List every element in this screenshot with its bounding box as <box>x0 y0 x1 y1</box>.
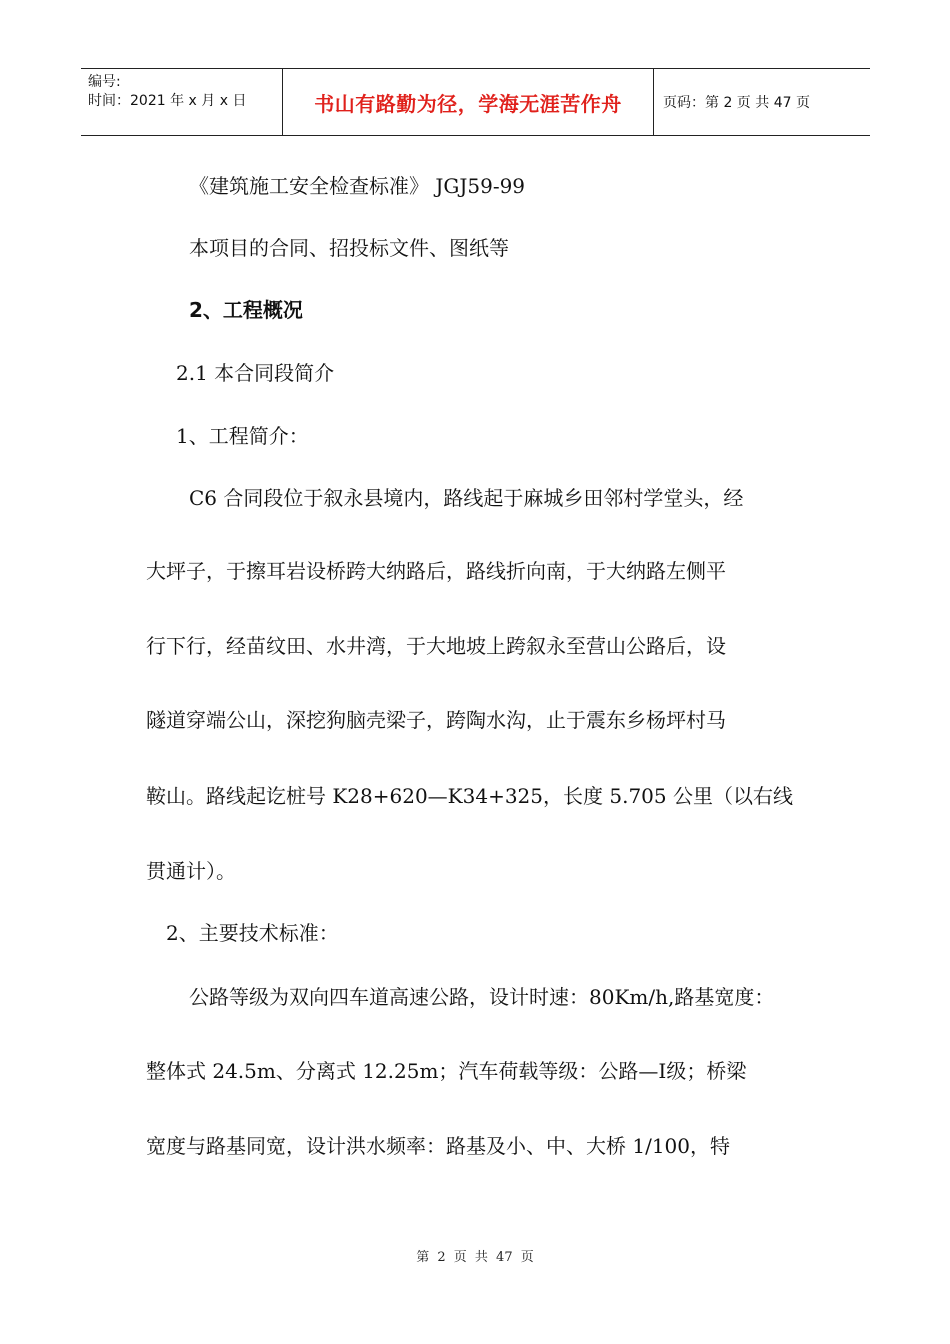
subsection-heading: 2.1 本合同段简介 <box>176 361 335 385</box>
paragraph-line: 公路等级为双向四车道高速公路，设计时速：80Km/h,路基宽度： <box>189 985 775 1009</box>
time-label: 时间：2021 年 x 月 x 日 <box>88 93 247 109</box>
header-meta <box>81 69 282 135</box>
paragraph-line: C6 合同段位于叙永县境内，路线起于麻城乡田邻村学堂头，经 <box>189 486 744 510</box>
header-motto-cell <box>282 69 654 135</box>
paragraph-line: 宽度与路基同宽，设计洪水频率：路基及小、中、大桥 1/100，特 <box>146 1134 730 1158</box>
paragraph-line: 贯通计）。 <box>146 859 236 883</box>
paragraph-line: 鞍山。路线起讫桩号 K28+620—K34+325，长度 5.705 公里（以右线 <box>146 784 793 808</box>
number-label: 编号: <box>88 74 121 90</box>
header-table <box>81 68 870 136</box>
paragraph-line: 行下行，经苗纹田、水井湾，于大地坡上跨叙永至营山公路后，设 <box>146 634 726 658</box>
item-heading-2: 2、主要技术标准： <box>166 921 339 945</box>
text-line-2: 本项目的合同、招投标文件、图纸等 <box>189 236 509 260</box>
motto: 书山有路勤为径，学海无涯苦作舟 <box>314 91 622 116</box>
section-heading: 2、工程概况 <box>189 298 303 322</box>
item-heading-1: 1、工程简介： <box>176 424 309 448</box>
page-footer: 第 2 页 共 47 页 <box>416 1250 534 1265</box>
paragraph-line: 隧道穿端公山，深挖狗脑壳梁子，跨陶水沟，止于震东乡杨坪村马 <box>146 708 726 732</box>
paragraph-line: 整体式 24.5m、分离式 12.25m；汽车荷载等级：公路—Ⅰ级；桥梁 <box>146 1059 747 1083</box>
paragraph-line: 大坪子，于擦耳岩设桥跨大纳路后，路线折向南，于大纳路左侧平 <box>146 559 726 583</box>
page-code: 页码：第 2 页 共 47 页 <box>663 95 810 111</box>
header-page-cell <box>654 69 870 135</box>
text-line-1: 《建筑施工安全检查标准》 JGJ59-99 <box>189 174 526 198</box>
